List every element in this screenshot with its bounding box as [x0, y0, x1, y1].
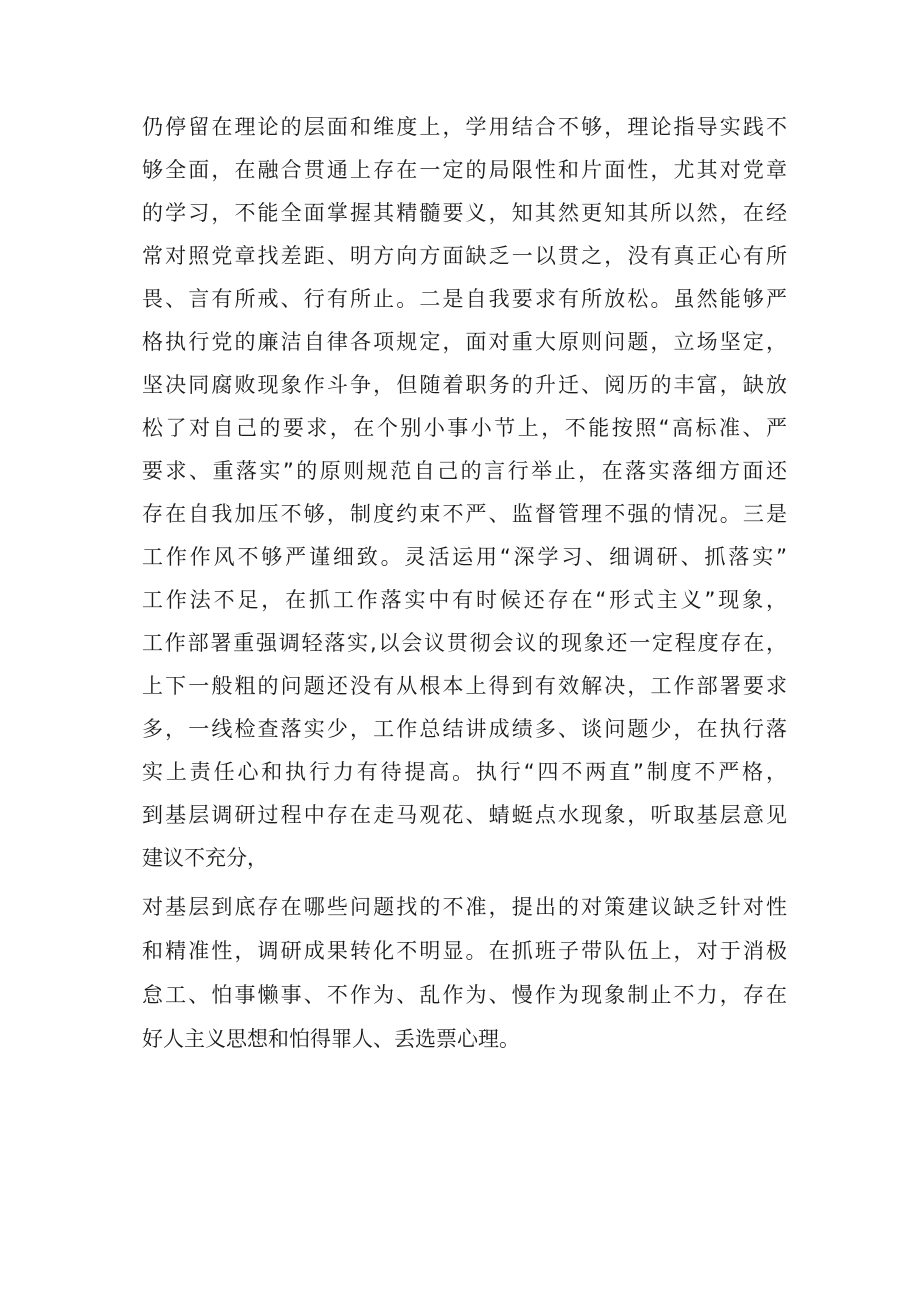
text-line: 建议不充分，: [142, 846, 268, 870]
text-line: 实上责任心和执行力有待提高。执行“四不两直”制度不严格，: [142, 760, 787, 784]
text-line: 存在自我加压不够，制度约束不严、监督管理不强的情况。三是: [142, 502, 787, 526]
text-line: 够全面，在融合贯通上存在一定的局限性和片面性，尤其对党章: [142, 158, 787, 182]
text-line: 要求、重落实”的原则规范自己的言行举止，在落实落细方面还: [142, 459, 787, 483]
text-line: 怠工、怕事懒事、不作为、乱作为、慢作为现象制止不力，存在: [142, 983, 787, 1007]
text-line: 坚决同腐败现象作斗争，但随着职务的升迁、阅历的丰富，缺放: [142, 373, 787, 397]
text-line: 格执行党的廉洁自律各项规定，面对重大原则问题，立场坚定，: [142, 330, 787, 354]
text-line: 对基层到底存在哪些问题找的不准，提出的对策建议缺乏针对性: [142, 895, 787, 919]
text-line: 工作部署重强调轻落实,以会议贯彻会议的现象还一定程度存在，: [142, 631, 787, 655]
text-line: 的学习，不能全面掌握其精髓要义，知其然更知其所以然，在经: [142, 201, 787, 225]
text-line: 上下一般粗的问题还没有从根本上得到有效解决，工作部署要求: [142, 674, 787, 698]
text-line: 到基层调研过程中存在走马观花、蜻蜓点水现象，听取基层意见: [142, 803, 787, 827]
text-line: 多，一线检查落实少，工作总结讲成绩多、谈问题少，在执行落: [142, 717, 787, 741]
text-line: 仍停留在理论的层面和维度上，学用结合不够，理论指导实践不: [142, 115, 787, 139]
text-line: 常对照党章找差距、明方向方面缺乏一以贯之，没有真正心有所: [142, 244, 787, 268]
text-line: 工作作风不够严谨细致。灵活运用“深学习、细调研、抓落实”: [142, 545, 787, 569]
text-line: 工作法不足，在抓工作落实中有时候还存在“形式主义”现象，: [142, 588, 787, 612]
text-line: 松了对自己的要求，在个别小事小节上，不能按照“高标准、严: [142, 416, 787, 440]
text-line: 和精准性，调研成果转化不明显。在抓班子带队伍上，对于消极: [142, 939, 787, 963]
text-line: 畏、言有所戒、行有所止。二是自我要求有所放松。虽然能够严: [142, 287, 787, 311]
text-line: 好人主义思想和怕得罪人、丢选票心理。: [142, 1027, 520, 1051]
